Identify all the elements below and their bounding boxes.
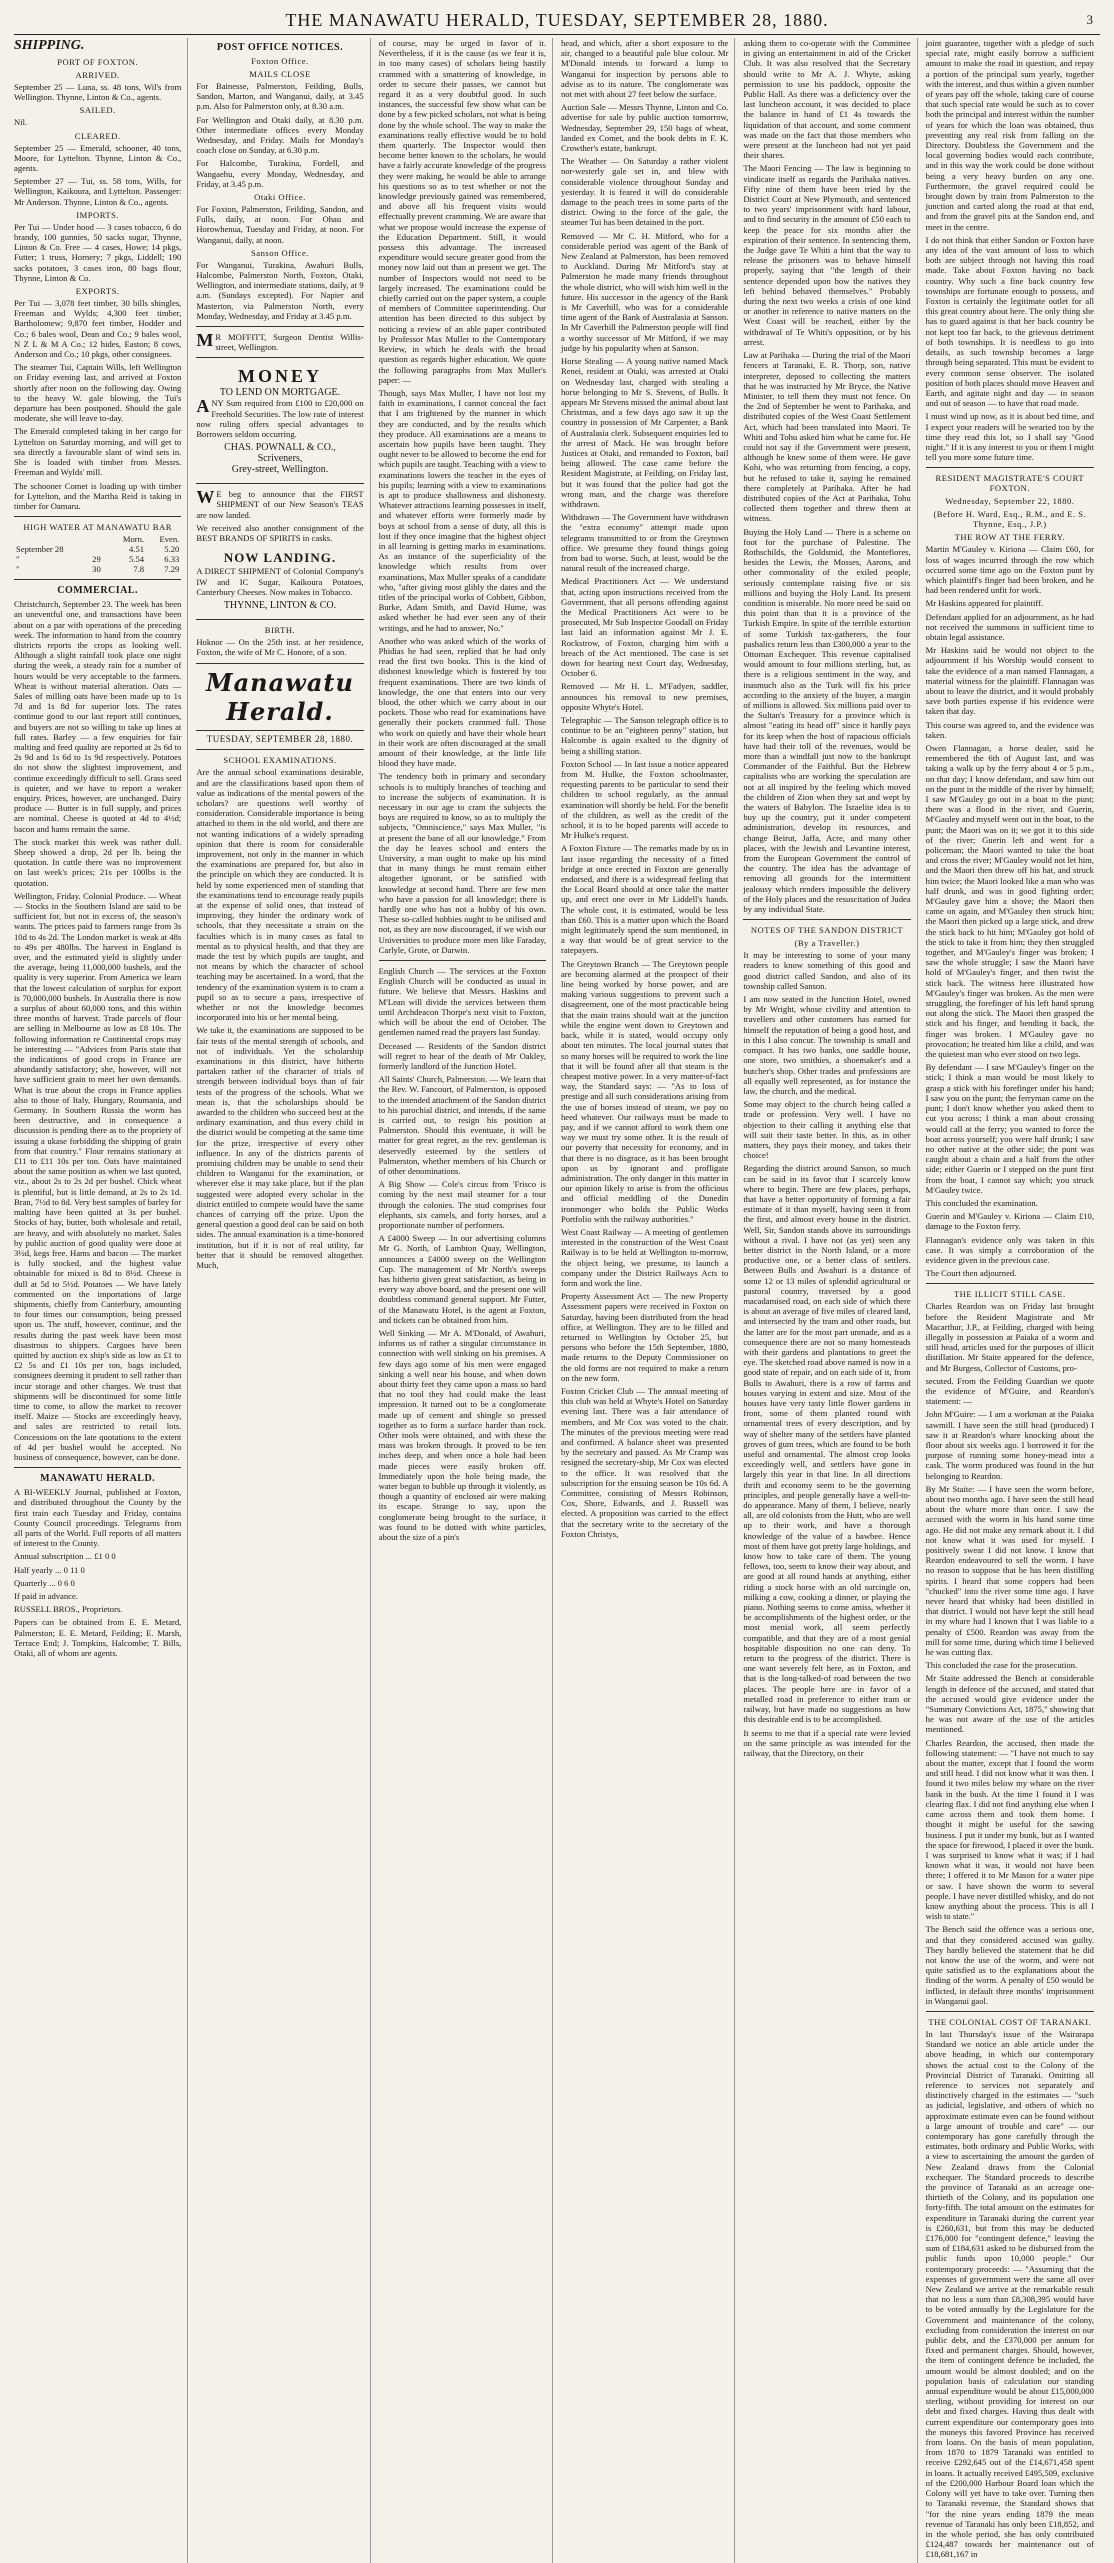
well-sinking-continued: head, and which, after a short exposure to the air, changed to a beautiful pale blue colour. Mr M'Donald intends to forward a lump to Wanganui for inspection by persons able to advise as to its nature. The conglomerate was not met with about 27 feet below the surface. (560, 38, 729, 100)
herald-ad-heading: MANAWATU HERALD. (40, 1473, 156, 1485)
page-number: 3 (1086, 12, 1094, 27)
ferry-text-1: Martin M'Gauley v. Kiriona — Claim £60, for loss of wages incurred through the row which occurred some time ago on the Foxton punt by which plaintiff's finger had been broken, and he had been rendered unfit for work. (925, 544, 1094, 596)
divider (926, 467, 1094, 468)
cleared-text-1: September 25 — Emerald, schooner, 40 tons, Moore, for Lyttelton. Thynne, Linton & Co., agents. (14, 142, 182, 174)
post-text-5: For Wanganui, Turakina, Awahuri Bulls, Halcombe, Palmerston North, Foxton, Otaki, Wellington, and intermediate stations, daily, at 9 a.m. (Sundays excepted). For Napier and Masterton, via Palmerston North, every Monday, Wednesday, and Friday at 3.45 p.m. (196, 259, 364, 321)
tide-cell: " (16, 564, 20, 575)
post-text-4: For Foxton, Palmerston, Feilding, Sandon, and Fulls, daily, at noon. For Ohau and Horowhenua, Tuesday and Friday, at noon. For Wanganui, daily, at noon. (196, 204, 364, 245)
money-ad (196, 363, 363, 478)
news-item-deceased: Deceased — Residents of the Sandon district will regret to hear of the death of Mr Oakley, formerly landlord of the Junction Hotel. (378, 1040, 546, 1071)
news-item-maori-fencing: The Maori Fencing — The law is beginning to vindicate itself as regards the Parihaka natives. Fifty nine of them have been tried by the District Court at New Plymouth, and sentenced to two years' imprisonment with hard labour, and to find security in the amount of £50 each to keep the peace for six months after the expiration of their sentence. In sentencing them, the Judge gave Te Whiti a hint that the way to release the prisoners was to behave himself properly, saying that "the length of their sentence depended upon how the natives they left behind behaved themselves." Probably during the next two weeks a crisis of one kind or another in reference to native matters on the West Coast will be reached, either by the withdrawal of Te Whiti's opposition, or by his arrest. (743, 163, 911, 347)
news-item-withdrawn: Withdrawn — The Government have withdrawn the "extra economy" attempt made upon telegrams transmitted to or from the Greytown office. We presume they found things going from bad to worse. Such, at least, would be the natural result of the increased charge. (560, 512, 729, 574)
still-continued-2: John M'Guire: — I am a workman at the Paiaka sawmill. I have seen the still head (produced) I saw it at Reardon's whare knocking about the floor about six weeks ago. I borrowed it for the purpose of running some honey-mead into a cask. The worm produced was found in the hut belonging to Reardon. (925, 1409, 1094, 1481)
comet-note: The schooner Comet is loading up with timber for Lyttelton, and the Martha Reid is taking in timber for Oamaru. (14, 480, 182, 511)
ferry-text-4: Mr Haskins said he would not object to the adjournment if his Worship would consent to take the evidence of a man named Flannagan, a material witness for the plaintiff. Flannagan was about to leave the district, and it would probably save both parties expense if his evidence were taken that day. (925, 645, 1094, 717)
colonial-text-1: In last Thursday's issue of the Wairarapa Standard we notice an able article under the above heading, in which our contemporary shows the actual cost to the Colony of the Provincial District of Taranaki. Omitting all reference to services not separately and distinctively charged in the estimates — "such as judicial, legislative, and others of which no approximate estimate even can be found without a large amount of trouble and care" — our contemporary has gone carefully through the estimates, both ordinary and Public Works, with a view to ascertaining the amount the garden of New Zealand draws from the Colonial exchequer. The Standard proceeds to describe the province of Taranaki as an acreage one-thirtieth of the Colony, and its population one forty-fifth. The total amount on the estimates for expenditure in Taranaki during the current year is £260,631, but from this may be deducted £176,000 for "contingent defence," leaving the sum of £184,631 asked to be disbursed from the public funds upon 10,000 people." Our contemporary proceeds: — "Assuming that the expenses of government were the same all over New Zealand we arrive at the remarkable result that no less a sum than £8,308,395 would have to be voted annually by the Legislature for the Government and maintenance of the colony, excluding from consideration the interest on our public debt, and the £370,000 per annum for fixed and permanent charges. Should, however, the item of contingent defence be included, the amount would be almost doubled; and on the population basis of calculation our standing annual expenditure would be about £15,000,000 sterling, without providing for interest on our debt and fixed charges. Having thus dealt with current expenditure our contemporary goes into the moneys this favored Province has received from loans. On the basis of mean population, from 1870 to 1879 Taranaki was entitled to receive £292,645 out of the £14,671,458 spent in loans. It actually received £495,509, exclusive of the £200,000 Harbour Board loan which the Colony will yet have to take over. Turning then to Taranaki revenue, the Standard shows that "for the nine years ending 1879 the mean revenue of Taranaki has only been £18,852, and in the whole period, she has only contributed £124,487 towards her maintenance out of £18,681,167 in (925, 2028, 1094, 2560)
mails-close-label: MAILS CLOSE (249, 69, 311, 79)
ferry-text-9: Guerin and M'Gauley v. Kiriona — Claim £10, damage to the Foxton ferry. (925, 1211, 1094, 1232)
sandon-text-4: Regarding the district around Sanson, so much can be said in its favor that I scarcely know where to begin. There are few places, perhaps, that have a better opportunity of forming a fair estimate of it than myself, having seen it from the first, and almost every house in the district. Well, Sir, Sandon stands above its surroundings without a rival. I have not (as yet) seen any better district in the North Island, or a more productive one, or a better class of settlers. Between Bulls and Awahuri is a distance of some 12 or 13 miles of splendid agricultural or pastoral country, traversed by a good macadamised road, on each side of which there is about an average of five miles of cleared land, and intersected by the tram and other roads, but the latter are for the most part unmade, and as a consequence there are not so many homesteads with their gardens and plantations to greet the eye. The sketched road above named is now in a good state of repair, and on each side of it, from Bulls to Awahuri, there is a row of farms and houses varying in extent and size. Most of the houses have very tasty little flower gardens in front, some of them planted round with ornamental trees of every description, and by way of shelter many of the settlers have planted groves of gum trees, which are found to be both useful and ornamental. The almost crop looks exceedingly well, and settlers have gone in largely this year in that line. In all directions thrift and economy seem to be the governing principles, and people generally have a well-to-do appearance. Many of them, I believe, nearly all, are old colonists from the Hutt, who are well up to their work, and have a thorough knowledge of the value of a bawbee. Hence most of them have got pretty large holdings, and know how to take care of them. The young fellows, too, seem to know their way about, and are good at all round hands at anything, either riding a stock horse with an old surcingle on, milking a cow, cooking a dinner, or playing the piano. Nothing seems to come amiss, whether it be accomplishments of the highest order, or the most menial work, all seem perfectly compatible, and that they are of a most genial hospitable disposition no one can deny. To return to the progress of the district. There is one want severely felt here, as in Foxton, and that is the long-talked-of road between the two places. The people here are in favor of a metalled road in preference to either tram or railway, but have made no suggestions as how this desirable end is to be accomplished. (743, 1163, 911, 1725)
divider (14, 579, 181, 580)
page-masthead (14, 6, 1100, 35)
ferry-text-7: By defendant — I saw M'Gauley's finger on the stick; I think a man would be most likely to grasp a stick with his forefinger under his hand; I saw you on the punt; the ferryman came on the punt; I don't know whether you asked them to cut you across; I think a man about crossing would call at the ferry; you wanted to force the boat across yourself; you were half drunk; I saw no other native at the other side; the punt was caught about a chain and a half from the other side; either Guerin or I stepped on the punt first from the boat, I cannot say which; you struck M'Gauley twice. (925, 1062, 1094, 1195)
subscription-advance: If paid in advance. (14, 1591, 78, 1601)
sandon-text-3: Some may object to the church being called a trade or profession. Very well. I have no objection to their calling it anything else that will suit their taste better. In this, as in other matters, they pays their money, and takes their choice! (743, 1099, 911, 1161)
grey-street-address: Grey-street, Wellington. (231, 464, 329, 476)
thynne-signature: THYNNE, LINTON & CO. (223, 599, 337, 611)
divider (14, 1467, 181, 1468)
sandon-byline: (By a Traveller.) (794, 938, 860, 949)
columns (14, 38, 1100, 2560)
sandon-text-5: It seems to me that if a special rate were levied on the same principle as was intended for the railway, that the Directory, on their (743, 1727, 911, 1758)
column-2 (196, 38, 370, 2563)
masthead-title: THE MANAWATU HERALD, TUESDAY, SEPTEMBER 28, 1880. (285, 9, 829, 30)
tide-cell: 29 (92, 554, 101, 565)
sanson-office-subheading: Sanson Office. (251, 247, 309, 258)
ferry-text-10: Flannagan's evidence only was taken in this case. It was simply a corroboration of the evidence given in the previous case. (925, 1234, 1094, 1265)
tide-header-cell: Morn. (122, 534, 145, 545)
tide-cell: 6.33 (164, 554, 180, 565)
divider (743, 919, 910, 920)
ferry-text-8: This concluded the examination. (925, 1197, 1038, 1208)
exams-text-2: We take it, the examinations are supposed to be fair tests of the mental strength of schools, and not of individuals. Yet the scholarship examinations in this district, have hitherto partaken rather of the character of trials of strength between individual boys than of fair tests of the progress of the schools. What we mean is, that the scholarships should be awarded to the children who succeed best at the ordinary examination, and thus every child in the district would be competing at the same time for the prize, irrespective of every other influence. In any of the districts parents of promising children may be unable to send their children to Wanganui for the examination, or wherever else it may take place, but if the plan suggested were adopted every scholar in the district entitled to compete would have the same chances of carrying off the prize. Upon the general question a good deal can be said on both sides. The annual examination is a time-honored institution, but if it is not of real utility, far better that it should be removed altogether. Much, (196, 1025, 364, 1271)
news-item-sweep: A £4000 Sweep — In our advertising columns Mr G. North, of Lambton Quay, Wellington, announces a £4000 sweep on the Wellington Cup. The management of Mr North's sweeps has hitherto given great satisfaction, as being in every way above board, and the present one will doubtless command general support. Mr Futter, of the Manawatu Hotel, is the agent at Foxton, and tickets can be obtained from him. (378, 1233, 546, 1325)
tide-header-row (14, 534, 181, 544)
subscription-annual: Annual subscription ... £1 0 0 (14, 1551, 116, 1562)
news-item-all-saints: All Saints' Church, Palmerston. — We learn that the Rev. W. Fancourt, of Palmerston, is opposed to the intended attachment of the Sandon district to his parochial district, and intends, if the same is carried out, to resign his position at Palmerston. Should this eventuate, it will be matter for great regret, as the rev. gentleman is deservedly esteemed by the settlers of Palmerston, whether members of his Church or of other denominations. (378, 1074, 546, 1176)
court-bench: (Before H. Ward, Esq., R.M., and E. S. Thynne, Esq., J.P.) (933, 509, 1087, 530)
sandon-continued-3: I must wind up now, as it is about bed time, and I expect your readers will be wearied too by the time they read this lot, so I shall say "Good night." If it is any interest to you or them I might tell you more some future time. (925, 411, 1094, 463)
column-6 (926, 38, 1100, 2563)
tide-cell: 7.29 (164, 564, 180, 575)
sailed-text: Nil. (14, 117, 28, 128)
tide-header-cell: Even. (159, 534, 180, 545)
imports-text: Per Tui — Under hood — 3 cases tobacco, 6 do brandy, 100 gunnies, 50 sacks sugar, Thynne, Linton & Co. Free — 4 cases, Howe; 14 pkgs, Futter; 1 truss, Hornery; 7 pkgs, Liddell; 190 sacks potatoes, 3 cases iron, 80 bags flour, Thynne, Linton & Co. (14, 221, 182, 283)
news-item-foxton-school: Foxton School — In last issue a notice appeared from M. Hulke, the Foxton schoolmaster, requesting parents to be particular to send their children to school regularly, as the annual examination will shortly be held. For the benefit of the children, as well as the credit of the school, it is to be hoped parents will accede to Mr Hulke's request. (560, 758, 729, 841)
tide-title: HIGH WATER AT MANAWATU BAR (23, 522, 172, 533)
tide-cell: 7.8 (133, 564, 145, 575)
ferry-text-5: This course was agreed to, and the evidence was taken. (925, 719, 1094, 740)
ferry-text-11: The Court then adjourned. (925, 1268, 1017, 1279)
exams-heading: SCHOOL EXAMINATIONS. (223, 755, 337, 766)
arrived-text: September 25 — Luna, ss. 48 tons, Wil's from Wellington. Thynne, Linton & Co., agents. (14, 82, 182, 103)
cleared-label: CLEARED. (74, 130, 121, 141)
still-continued-4: This concluded the case for the prosecution. (925, 1660, 1078, 1671)
news-item-fixture: A Foxton Fixture — The remarks made by us in last issue regarding the necessity of a fitted bridge at once erected in Foxton are generally endorsed, and there is a widespread feeling that the Local Board should at once take the matter up, and erect one over in Mr Liddell's hands. The whole cost, it is estimated, would be less than £60. This is a matter upon which the Board might legitimately spend the sum mentioned, in a way that would be of great service to the ratepayers. (560, 843, 729, 956)
subscription-quarter: Quarterly ... 0 6 0 (14, 1577, 75, 1588)
divider (196, 357, 363, 358)
commercial-heading: COMMERCIAL. (57, 585, 139, 597)
post-text-2: For Wellington and Otaki daily, at 8.30 p.m. Other intermediate offices every Monday Wednesday, and Friday. Mails for Monday's coach close on Sunday, at 6.30 p.m. (196, 114, 364, 156)
tide-cell: 5.54 (129, 554, 145, 565)
sandon-text-1: It may be interesting to some of your many readers to know something of this good and good district called Sandon, and also of its township called Sanson. (743, 950, 911, 991)
brands-ad: We received also another consignment of the BEST BRANDS OF SPIRITS in casks. (196, 522, 364, 544)
divider (196, 326, 363, 327)
column-1 (14, 38, 188, 2563)
post-office-heading: POST OFFICE NOTICES. (216, 42, 344, 53)
sandon-text-2: I am now seated in the Junction Hotel, owned by Mr Wright, whose civility and attention to travellers and other customers has earned for himself the reputation of being a good host, and in this I also concur. The township is small and compact. It has two banks, one saddle house, one store, two smithies, a shoemaker's and a butcher's shop. Other trades and professions are all equally well represented, as for instance the law, the church, and the medical. (743, 994, 911, 1096)
moffitt-ad: MR MOFFITT, Surgeon Dentist Willis-street, Wellington. (196, 330, 364, 353)
news-item-greytown: The Greytown Branch — The Greytown people are becoming alarmed at the prospect of their line being worked by horse power, and are making various suggestions to prevent such a disagreement, one of the most practicable being that the main trains should wait at the junction while the engine went down to Greytown and back, while it is stated, would occupy only about ten minutes. The local journal states that so many horses will be required to work the line that it will be found after all that steam is the cheapest motive power. In a very matter-of-fact way, the Standard says: — "As to loss of prestige and all such considerations arising from the use of horses instead of steam, we pay no heed whatever. Our railways must be made to pay, and if we cannot afford to work them one way we must try some other. It is the result of our poverty that necessity for economy, and in that there is no disgrace, as it has been brought upon us by ignorant and profligate administration. The only danger in this matter in our opinion likely to arise is from the officious and official meddling of the Dunedin ironmonger who holds the Public Works Portfolio with the railway authorities." (560, 958, 729, 1224)
exams-continued-4: The tendency both in primary and secondary schools is to multiply branches of teaching and to increase the subjects of examination. It is necessary in our age to cram the subjects the boys are required to know, so as to multiply the subjects, "Omniscience," says Max Muller, "is at present the bane of all our knowledge." From the day he leaves school and enters the University, a man ought to make up his mind that in many things he must remain either altogether ignorant, or be satisfied with knowledge at second hand. There are few men who have a passion for all knowledge; there is hardly one who has not a hobby of his own. These so-called hobbies ought to be utilised and not, as they are now discouraged, if we wish our Universities to produce more men like Faraday, Carlyle, Grote, or Darwin. (378, 771, 546, 955)
news-item-telegraphic: Telegraphic — The Sanson telegraph office is to continue to be an "eighteen penny" station, but Halcombe is again exalted to the dignity of being a shilling station. (560, 715, 729, 756)
exports-text: Per Tui — 3,078 feet timber, 30 bills shingles, Freeman and Wylds; 4,300 feet timber, Bartholomew; 9,870 feet timber, Hodder and Co.; 6 bales wool, Dean and Co.; 9 bales wool, N Z L & M A Co.; 12 hides, Easton; 8 cows, Anderson and Co.; 10 pkgs, other consignees. (14, 298, 182, 360)
divider (14, 516, 181, 517)
divider (926, 1283, 1094, 1284)
news-item-property: Property Assessment Act — The new Property Assessment papers were received in Foxton on Saturday, having been distributed from the head office, at Wellington. They are to be filled and returned to Wellington by October 25, but persons who before the 15th September, 1880, made returns to the Deputy Commissioner on the old forms are not required to make a return on the new form. (560, 1291, 729, 1383)
news-item-removed: Removed — Mr C. H. Mitford, who for a considerable period was agent of the Bank of New Zealand at Palmerston, has been removed to Auckland. During Mr Mitford's stay at Palmerston he made many friends throughout the whole district, who will wish him well in the future. His successor in the agency of the Bank is Mr Caverhill, who was for a considerable time agent of the Bank of Australasia at Sanson. In Mr Caverhill the Palmerston people will find a worthy successor of Mr Mitford, if we may judge by his popularity when at Sanson. (560, 230, 729, 353)
tide-header-cell (14, 534, 90, 544)
news-item-parihaka: Law at Parihaka — During the trial of the Maori fencers at Taranaki, E. R. Thorp, son, native interpreter, deposed to collecting the matters that he was instructed by Mr Bryce, the Native Minister, to tell them they must not fence. On the 2nd of September he went to Parihaka, and distributed copies of the West Coast Settlement Act, which had been translated into Maori. Te Whiti and Tohu asked him what he came for. He could not say if the Government were present, although he knew some of them were. He gave Kohi, who was returning from fencing, a copy, but he refused to take it, saying he remained there completely at Parihaka. After he had distributed copies of the Act at Parihaka, Tohu collected them together and threw them at witness. (743, 350, 911, 524)
birth-text: Hoknor — On the 25th inst. at her residence, Foxton, the wife of Mr C. Honore, of a son. (196, 636, 364, 658)
exams-continued-3: Another who was asked which of the works of Phidias he had seen, replied that he had only read the first two books. This is the kind of dishonest knowledge which is fostered by too frequent examinations. There are two kinds of knowledge, the one that enters into our very blood, the other which we carry about in our pockets. Those who read for examinations have generally their pockets crammed full. Those who work on quietly and have their whole heart in their work are often discouraged at the small amount of their knowledge, at the little life blood they have made. (378, 635, 546, 769)
tide-cell: September 28 (16, 544, 64, 555)
ferry-text-2: Mr Haskins appeared for plaintiff. (925, 598, 1044, 609)
column-5 (743, 38, 917, 2563)
tide-row (14, 544, 181, 554)
subscription-half: Half yearly ... 0 11 0 (14, 1564, 85, 1575)
port-heading: PORT OF FOXTON. (57, 57, 139, 67)
court-heading: RESIDENT MAGISTRATE'S COURT FOXTON. (935, 473, 1085, 494)
tui-note: The steamer Tui, Captain Wills, left Wellington on Friday evening last, and arrived at Foxton shortly after noon on the following day. Owing to the heavy W. gale blowing, the Tui's departure has been postponed. Should the gale moderate, she will leave to-day. (14, 362, 182, 424)
divider (926, 2011, 1094, 2012)
newspaper-nameplate: Manawatu Herald. (196, 663, 363, 731)
pownall-name: CHAS. POWNALL & CO., (224, 442, 336, 454)
divider (196, 483, 363, 484)
birth-heading: BIRTH. (264, 624, 296, 635)
ferry-heading: THE ROW AT THE FERRY. (954, 532, 1066, 543)
divider (379, 960, 546, 961)
issue-dateline: TUESDAY, SEPTEMBER 28, 1880. (206, 734, 354, 745)
column-3 (379, 38, 553, 2563)
colonial-heading: THE COLONIAL COST OF TARANAKI. (928, 2016, 1092, 2027)
agents-text: Papers can be obtained from E. E. Metard, Palmerston; E. E. Metard, Feilding; E. Marsh, Terrace End; J. Tompkins, Halcombe; T. Bills, Otaki, all of whom are agents. (14, 1617, 182, 1659)
foxton-office-subheading: Foxton Office. (251, 56, 309, 66)
money-ad-text: ANY Sum required from £100 to £20,000 on Freehold Securities. The low rate of interest now ruling offers special advantages to Borrowers seldom occurring. (196, 396, 364, 440)
news-item-west-coast: West Coast Railway — A meeting of gentlemen interested in the construction of the West Coast Railway is to be held at Wellington to-morrow, the object being, we presume, to launch a company under the District Railways Acts to form and work the line. (560, 1226, 729, 1288)
divider (196, 619, 363, 620)
teas-ad: WE beg to announce that the FIRST SHIPMENT of our New Season's TEAS are now landed. (196, 487, 364, 520)
news-item-auction: Auction Sale — Messrs Thynne, Linton and Co. advertise for sale by public auction tomorrow, Wednesday, September 29, 150 bags of wheat, landed ex Comet, and the book debts in F. K. Crowther's estate, bankrupt. (560, 102, 729, 154)
still-continued-1: secuted. From the Feilding Guardian we quote the evidence of M'Guire, and Reardon's statement: — (925, 1375, 1094, 1407)
imports-label: IMPORTS. (76, 209, 120, 220)
proprietor-line: RUSSELL BROS., Proprietors. (14, 1604, 123, 1615)
tide-cell: " (16, 554, 20, 565)
post-text-1: For Bainesse, Palmerston, Feilding, Bulls, Sandon, Marton, and Wanganui, daily, at 3.45 p.m. Also for Palmerston only, at 8.30 a.m. (196, 81, 364, 112)
cleared-text-2: September 27 — Tui, ss. 58 tons, Wills, for Wellington, Kaikoura, and Lyttelton. Passenger: Mr Anderson. Thynne, Linton & Co., agents. (14, 176, 182, 207)
still-continued-5: Mr Staite addressed the Bench at considerable length in defence of the accused, and stated that the accused would give evidence under the "Summary Convictions Act, 1875," showing that he was not aware of the use of the articles mentioned. (925, 1673, 1094, 1735)
news-item-holy-land: Buying the Holy Land — There is a scheme on foot for the purchase of Palestine. The Rothschilds, the Goldsmid, the Montefiores, besides the Lewis, the Mosses, Aarons, and other commonality of the exiled people, seriously contemplate raising five or six millions and buying the Holy Land. Its present condition is miserable. No more need be said on this point than that it is a province of the Turkish Empire. In spite of the terrible extortion of some Turkish tax-gatherers, the four pashalics return less than £300,000 a year to the Ottoman Exchequer. This revenue capitalised would amount to four millions sterling, but, as there is a religious sentiment in the way, and inasmuch also as the Turk will fix his price according to the anxiety of the buyer, a margin of millions is allowed. Six millions paid over to the Sultan's Treasury for a province which is almost "eating its head off" since it hardly pays for its keep when the host of rapacious officials have had their toll of the revenues, would be more than a windfall just now to the bankrupt Commander of the Faithful. But the Hebrew capitalists who are working the speculation are not at all inspired by the feeling which moved the children of Zion when they sat and wept by the waters of Babylon. The Israelite idea is to buy up the country, put it under competent administration, develop its resources, and change Beirut, Jaffa, Acre, and many other places, with the Jewish and Levantine interest, from the European Government the control of the country. The idea has the advantage of removing all grounds for the intermittent jealousy which renders impossible the delivery of the Holy places and the resuscitation of Judea by any individual State. (743, 526, 911, 915)
exams-continued-2: Though, says Max Muller, I have not lost my faith in examinations, I cannot conceal the fact that I am frightened by the manner in which they are conducted, and by the results which they produce. All examinations are a means to ascertain how pupils have been taught. They ought never to be allowed to become the end for which pupils are taught. Teaching with a view to examinations lowers the teacher in the eyes of his pupils; learning with a view to examinations is apt to produce shallowness and dishonesty. Whatever attractions learning possesses in itself, and whatever efforts were formerly made by boys at school from a sense of duty, all this is lost if they once imagine that the highest object in all learning is getting marks in examinations. As an instance of the superficiality of the knowledge which results from over examinations, Max Muller speaks of a candidate who, "after giving most glibly the dates and the titles of the principal works of Cobbett, Gibbon, Burke, Adam Smith, and David Hume, was asked whether he had ever seen any of their writings, and he had to answer, No." (378, 387, 546, 633)
money-ad-title: MONEY (237, 366, 322, 387)
sandon-continued-1: joint guarantee, together with a pledge of such special rate, might easily borrow a sufficient amount to make the road in question, and repay a portion of the principal sum yearly, together with the interest, and thus within a given number of years pay off the whole, taking care of course that such special rate would be such as to cover both the principal and interest within the number of years for which the loan was obtained, thus preventing any real risk from falling on the Directory. Doubtless the Government and the local governing bodies would each contribute, and in this way the work could be done without being a very heavy burden on any one. Furthermore, the gravel required could be brought down by train from Palmerston to the junction and carted along the road at that end, and from the gravel pits at the Sandon end, and meet in the centre. (925, 38, 1094, 232)
sandon-heading: NOTES OF THE SANDON DISTRICT (750, 925, 904, 936)
news-item-removed-2: Removed — Mr H. L. M'Fadyen, saddler, announces his removal to new premises, opposite Whyte's Hotel. (560, 681, 729, 712)
sailed-label: SAILED. (79, 105, 116, 116)
news-item-big-show: A Big Show — Cole's circus from 'Frisco is coming by the next mail steamer for a tour through the colonies. The stud comprises four elephants, six camels, and forty horses, and a proportionate number of performers. (378, 1179, 546, 1230)
otaki-office-subheading: Otaki Office. (254, 192, 306, 203)
still-heading: THE ILLICIT STILL CASE. (953, 1289, 1066, 1300)
tide-cell: 4.51 (129, 544, 145, 555)
column-4 (561, 38, 735, 2563)
exports-label: EXPORTS. (75, 286, 120, 297)
tide-row (14, 564, 181, 574)
now-landing-text: A DIRECT SHIPMENT of Colonial Company's IW and IC Sugar, Kaikoura Potatoes, Canterbury Cheeses. Now makes in Tobacco. (196, 566, 364, 597)
news-item-cricket: Foxton Cricket Club — The annual meeting of this club was held at Whyte's Hotel on Saturday evening last. There was a fair attendance of members, and Mr Cox was voted to the chair. The minutes of the previous meeting were read and confirmed. A balance sheet was presented by the secretary and passed. As Mr Cramp was resigned the secretary-ship, Mr Cox was elected to the office. It was resolved that the subscription for the ensuing season be 10s 6d. A Committee, consisting of Messrs Robinson, Cox, Shore, Edwards, and J. Russell was elected. A proposition was carried to the effect that the secretary write to the secretary of the Foxton Christys, (560, 1386, 729, 1539)
still-continued-6: Charles Reardon, the accused, then made the following statement: — "I have not much to say about the matter, except that I found the worm and still head. I did not know what it was then. I found it two miles below my whare on the river bank in the bush. At the time I found it I was clearing flax. I did not find anything else when I came across them and took them home. I thought it might be useful for the sawing business. I put it under my bunk, but as I wanted the space for firewood, I placed it over the bunk. I was surprised to know what it was; if I had known what it was, it would not have been there; I offered it to Mr Mason for a water pipe or saw. I have shown the worm to several people. I have never distilled whisky, and do not know anything about the process. This is all I wish to state." (925, 1737, 1094, 1922)
tide-table (14, 534, 181, 574)
shipping-heading: SHIPPING. (14, 38, 85, 53)
news-item-medical: Medical Practitioners Act — We understand that, acting upon instructions received from the Government, that all persons offending against the Medical Practitioners Act were to be prosecuted, Mr Sub Inspector Goodall on Friday last laid an information against Mr J. E. Rockstrow, of Foxton, charging him with a breach of the Act mentioned. The case is set down for hearing next Court day, Wednesday, October 6. (560, 576, 729, 679)
court-date: Wednesday, September 22, 1880. (945, 496, 1075, 507)
sandon-continued-2: I do not think that either Sandon or Foxton have any idea of the vast amount of loss to which both are subject through not having this road made. Take about Foxton having no back country. Why such a fine back country few townships are fortunate enough to possess, and Foxton is certainly the legitimate outlet for all this great country about here. The only thing she has to guard against is that her back country be not kept too far back, to the grievous detriment of both townships. It is needless to go into details, as such township becomes a large through being separated. This must be evident to every common sense observer. The isolated position of both places should move Heaven and Earth, and agitate night and day — in season and out of season — to have that road made. (925, 234, 1094, 409)
divider (196, 749, 363, 750)
money-ad-subtitle: TO LEND ON MORTGAGE. (219, 387, 341, 399)
still-continued-7: The Bench said the offence was a serious one, and that they considered accused was guilty. They hardly believed the statement that he did not know the use of the worm, and were not quite satisfied as to the explanations about the finding of the worm. A penalty of £50 would be inflicted, in default three months' imprisonment in Wanganui gaol. (925, 1924, 1094, 2006)
tide-cell: 30 (92, 564, 101, 575)
news-item-english-church: English Church — The services at the Foxton English Church will be conducted as usual in future. We believe that Messrs. Haskins and M'Lean will divide the services between them until Archdeacon Thorpe's next visit to Foxton, which will be about the end of October. The gentlemen named read the prayers last Sunday. (378, 966, 546, 1038)
commercial-text-3: Wellington, Friday. Colonial Produce. — Wheat — Stocks in the Southern Island are said to be sufficient for, but not in excess of, the season's wants. The prices paid to farmers range from 3s 10d to 4s 2d. The London market is weak at 48s to 49s per 480lbs. The harvest in England is over, and the estimated yield is slightly under the average, being 11,000,000 bushels, and the quality is very superior. From America we learn that the lowest calculation of surplus for export is 70,000,000 bushels. In Australia there is now a surplus of about 60,000 tons, and this within three months of harvest. Trade parcels of flour are selling in Melbourne as low as £8 10s. The following information re Continental crops may be interesting — "Advices from Paris state that the indications of good crops in France are abundantly satisfactory; she, however, will not have sufficient grain to meet her own demands. What is true about the crops in France applies also to those of Italy, Hungary, Roumania, and Germany. In Southern Russia the worm has been destructive, and in consequence a discussion is pending there as to the propriety of issuing a ukase forbidding the shipping of grain from that country." Flour remains stationary at £11 to £11 10s per ton. Oats have maintained about the same position as when we last quoted, viz., about 2s to 2s 2d per bushel. Chick wheat is plentiful, but is little demand, at 2s to 2s 1d. Bran, 7½d to 8d. Very best samples of barley for malting have been quitted at 3s per bushel. Stocks of hay, butter, both wholesale and retail, are heavy, and with absolutely no market. Sales by public auction of good quality were done at 3½d, kegs free. Hams and bacon — The market is fully stocked, and the highest value obtainable for mixed is 8d to 8½d. Cheese is dull at 5d to 5½d. Potatoes — We have lately commented on the importations of large shipments, chiefly from Canterbury, amounting to four times our consumption, being pressed upon us. The stuff, however, continue, and the results during the past week have been most disastrous to shippers. Cargoes have been quitted by auction ex ship's side as low as £1 to £2 5s and £1 10s per ton, bags included, consignees deeming it prudent to sell rather than incur storage and other charges. We trust that shipments will be discontinued for some little time to come, to allow the market to recover itself. Maize — Stocks are exceedingly heavy, and sales are restricted to retail lots. Concessions on the late quotations to the extent of 4d per bushel would be accepted. No business of consequence, however, can be done. (14, 890, 182, 1462)
now-landing-ad (196, 547, 363, 614)
tide-cell (90, 544, 109, 554)
herald-ad-text: A BI-WEEKLY Journal, published at Foxton, and distributed throughout the County by the first train each Tuesday and Friday, contains County Council proceedings. Telegrams from all parts of the World. Full reports of all matters of interest to the County. (14, 1487, 182, 1549)
arrived-label: ARRIVED. (75, 70, 120, 80)
ferry-text-3: Defendant applied for an adjournment, as he had not received the summons in sufficient time to obtain legal assistance. (925, 611, 1094, 642)
post-text-3: For Halcombe, Turakina, Fordell, and Wangaehu, every Monday, Wednesday, and Friday, at 3.45 p.m. (196, 158, 364, 189)
commercial-text-1: Christchurch, September 23. The week has been an uneventful one, and transactions have been about on a par with operations of the preceding week. The information to hand from the country districts reports the crops as looking well. Although a slight rainfall took place one night during the week, a steady rain for a number of hours would be very acceptable to the farmers. Wheat is without material alteration. Oats — Sales of milling oats have been made up to 1s 7d and 1s 8d for superior lots. The rates continue good to our last report still continues, and buyers are not so willing to take up lines at full rates. Barley — a few enquiries for fair malting and feed quality are reported at 2s 6d to 2s 9d and 1s 6d to 1s 9d respectively. Potatoes do not show the slightest improvement, and continue exceedingly difficult to sell. Grass seed is quieter, and we have to report a weaker enquiry. Prices, however, are unchanged. Dairy produce — Butter is in full supply, and prices are nominal. Cheese is quoted at 4d to 4½d; bacon and hams remain the same. (14, 599, 182, 834)
exams-text-1: Are the annual school examinations desirable, and are the classifications based upon them of value as indications of the mental powers of the scholars? are questions well worthy of consideration. Considerable importance is being attached to them in the old world, and there are not wanting indications of a widely spreading opinion that there is room for considerable improvement, not only in the manner in which the examinations are prepared for, but also in the principle on which they are conducted. It is held by some experienced men of standing that the examinations tend to encourage ready pupils at the expense of solid ones, that instead of improving, they hinder the ordinary work of schools, that they necessitate a strain on the faculties which is in many cases as fatal to mental as to physical health, and that they are made the test by which pupils are taught, and not means by which the character of school teaching may be ascertained. In a word, that the tendency of the examination system is to cram a pupil so as to secure a pass, irrespective of whether or not the knowledge becomes incorporated into his or her mental being. (196, 767, 364, 1023)
tide-row (14, 554, 181, 564)
cricket-continued: asking them to co-operate with the Committee in giving an entertainment in aid of the Cricket Club. It was also resolved that the Secretary should write to Mr A. J. Whyte, asking permission to use his paddock, opposite the Public Hall. As there was a deficiency over the last luncheon account, it was decided to place the balance in hand of £1 4s towards the liquidation of that account, and some comment was made on the fact that those members who were present at the luncheon had not yet paid their shares. (743, 38, 911, 161)
news-item-weather: The Weather — On Saturday a rather violent nor-westerly gale set in, and blew with considerable violence throughout Sunday and yesterday. It is feared it will do considerable damage to the peach trees in some parts of the district. Owing to the force of the gale, the steamer Tui has been detained in the port. (560, 156, 729, 228)
still-continued-3: By Mr Staite: — I have seen the worm before, about two months ago. I have seen the still head about the whare more than once. I saw the accused with the worm in his hand some time ago. He did not make any remark about it. I did not know what it was used for myself. I positively swear I did not know. I know that Reardon endeavoured to sell the worm. I have no reason to suppose that he has been distilling spirits. I heard that some coppers had been "chucked" into the river some time ago. I have never heard that whisky had been distilled in that district. I would not have kept the still head in my whare had I known that I was liable to a penalty of £500. Reardon was away from the mill for some time, during which time I believed he was cutting flax. (925, 1483, 1094, 1658)
tide-header-cell (90, 534, 109, 544)
scriveners-label: Scriveners, (257, 453, 303, 465)
ferry-text-6: Owen Flannagan, a horse dealer, said he remembered the 6th of August last, and was taking a walk up by the ferry about 4 or 5 p.m., on that day; I know defendant, and saw him out on the punt in the middle of the river by himself; I saw M'Gauley go out in a boat to the punt; there was a flood in the river, and Guerin, M'Gauley and myself went out in the boat, to the punt; the Maori was on it; we got it to this side of the river; Guerin left and went for a policeman; the Maori wanted to take the boat and cross the river; M'Gauley would not let him, and the Maori then threw off his hat, and struck him twice; the Maori looked like a man who was half drunk, and was in good fighting order; M'Gauley gave him a shove; the Maori then came on again, and M'Gauley then struck him; the Maori then picked up a large stick, and drew the stick back to hit him; M'Gauley got hold of the stick to take it from him; they then struggled together, and M'Gauley's finger was broken; I saw the whole struggle; I saw the Maori have hold of M'Gauley's finger, and then twist the stick back. The witness here illustrated how M'Gauley's finger was broken. As the men were struggling, the forefinger of his left hand sprung out along the stick. The Maori then grasped the stick and his finger, and bending it back, the finger was broken. I M'Gauley gave no provocation; he treated him like a child, and was the quietest man who ever stood on two legs. (925, 742, 1094, 1060)
exams-continued-1: of course, may be urged in favor of it. Nevertheless, if it is the cause (as we fear it is, in too many cases) of scholars being hastily crammed with a smattering of knowledge, in order to secure their passes, we cannot but regard it as a very doubtful good. In such instances, the successful few show what can be done by a few picked scholars, not what is being done by the whole school. The way to make the examinations really effective would be to hold them quarterly. The Inspector would then become better known to the scholars, he would have a fairly accurate knowledge of the progress they were making, he would be able to arrange his questions so as to test whether or not the knowledge previously gained was remembered, and above all his frequent visits would effectually prevent cramming. We are aware that what we propose would increase the expense of the Education Department. Still, it would possess this advantage. The increased expenditure would secure greater good from the money now laid out than at present we get. The number of Inspectors would not need to be largely increased. The examinations could be chiefly carried out on the paper system, a couple of members of Committee superintending. Our attention has been directed to this subject by noticing a review of an able paper contributed by Professor Max Muller to the Contemporary Review, in which he deals with the broad question as regards higher education. We quote the following paragraphs from Max Muller's paper: — (378, 38, 546, 385)
emerald-note: The Emerald completed taking in her cargo for Lyttelton on Saturday morning, and will get to sea directly a favourable slant of wind sets in. She is loaded with timber from Messrs. Freeman and Wylds' mill. (14, 426, 182, 478)
still-text-1: Charles Reardon was on Friday last brought before the Resident Magistrate and Mr Macarthur, J.P., at Feilding, charged with being illegally in possession at Paiaka of a worm and still head, articles used for the purposes of illicit distillation. Mr Staite appeared for the defence, and Mr Burgess, Collector of Customs, pro- (925, 1301, 1094, 1373)
news-item-well-sinking: Well Sinking — Mr A. M'Donald, of Awahuri, informs us of rather a singular circumstance in connection with well sinking on his premises. A few days ago some of his men were engaged sinking a well near his house, and when down about thirty feet they came upon a mass so hard that no tool they had could make the least impression. It turned out to be a conglomerate made up of cement and shingle so pressed together as to form a surface harder than rock. Other tools were obtained, and with these the mass was broken through. It proved to be ten inches deep, and when once a hole had been made pieces were easily broken off. Immediately upon the hole being made, the water began to bubble up through it violently, as though a quantity of enclosed air were making its escape. Strange to say, upon the conglomerate being brought to the surface, it was found to be dotted with white particles, about the size of a pin's (378, 1327, 546, 1543)
now-landing-title: NOW LANDING. (223, 550, 337, 566)
commercial-text-2: The stock market this week was rather dull. Sheep showed a drop, 2d per lb. being the quotation. In cattle there was no improvement on last week's prices; 21s per 100lbs is the quotation. (14, 836, 182, 888)
tide-cell: 5.20 (164, 544, 180, 555)
news-item-horse-stealing: Horse Stealing — A young native named Mack Renei, resident at Otaki, was arrested at Otaki on Wednesday last, charged with stealing a horse belonging to Mr S. Stevens, of Bulls. It appears Mr Stevens missed the animal about last Christmas, and a few days ago saw it up the country in possession of Mr Carpenter, a Bank of Australasia clerk. Subsequent enquiries led to the arrest of Mack. He was brought before Justices at Otaki, and remanded to Foxton, bail being allowed. The case came before the Resident Magistrate, at Feilding, on Friday last, but it was found that the police had got the wrong man, and the charge was therefore withdrawn. (560, 356, 729, 509)
